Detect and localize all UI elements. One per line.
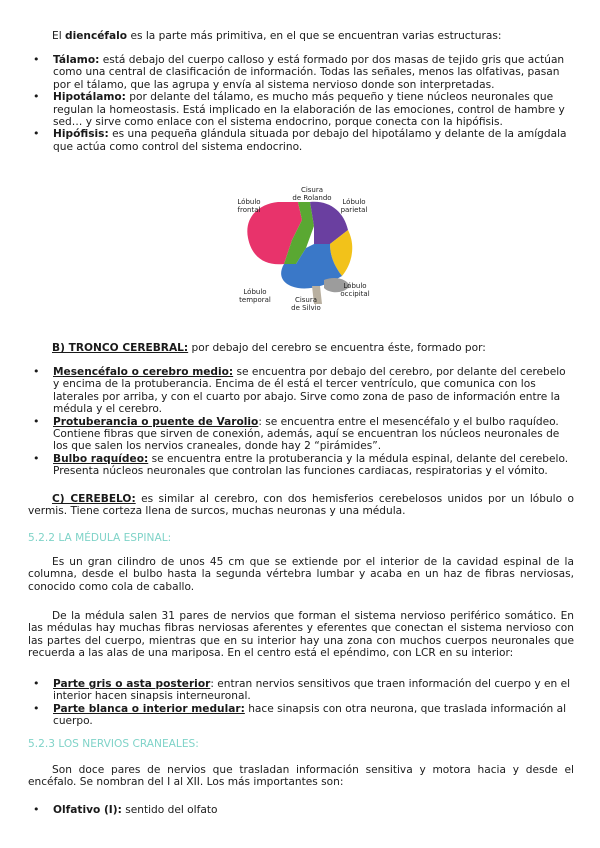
list-item: • Parte gris o asta posterior: entran nervios sensitivos que traen información del cuerpo y en el interior hacen sinapsis interneuronal. — [33, 677, 571, 703]
intro-term: diencéfalo — [65, 30, 128, 42]
list-item: • Mesencéfalo o cerebro medio: se encuentra por debajo del cerebro, por delante del cerebelo y encima de la protuberancia. Encima de él está el tercer ventrículo, que comunica con los laterales por arriba, y con el cuarto por abajo. Sirve como zona de paso de información entre la médula y el cerebro. — [33, 365, 566, 416]
section-heading-nervios: 5.2.3 LOS NERVIOS CRANEALES: — [28, 738, 199, 750]
list-item: • Protuberancia o puente de Varolio: se encuentra entre el mesencéfalo y el bulbo raquídeo. Contiene fibras que sirven de conexión, además, aquí se encuentran los núcleos neuronales de los que salen los nervios craneales, donde hay 2 “pirámides”. — [33, 414, 560, 453]
bullet-icon: • — [33, 414, 40, 428]
tronco-heading: B) TRONCO CEREBRAL: — [52, 342, 189, 354]
bullet-icon: • — [33, 701, 40, 715]
label-lobulo-parietal: Lóbulo parietal — [340, 198, 368, 214]
tronco-list — [33, 366, 573, 478]
bullet-icon: • — [33, 365, 40, 378]
list-item: • Parte blanca o interior medular: hace sinapsis con otra neurona, que traslada información al cuerpo. — [33, 701, 567, 728]
intro-pre: El — [52, 30, 66, 42]
label-cisura-rolando: Cisura de Rolando — [292, 186, 332, 202]
label-lobulo-temporal: Lóbulo temporal — [239, 288, 271, 304]
medula-list — [33, 678, 573, 728]
medula-paragraph-2: De la médula salen 31 pares de nervios que forman el sistema nervioso periférico somático. En las médulas hay muchas fibras nerviosas aferentes y eferentes que conectan el sistema nervioso con las partes del cuerpo, mientras que en su interior hay una zona con muchos cuerpos neuronales que recuerda a las alas de una mariposa. En el centro está el epéndimo, con LCR en su interior: — [28, 610, 574, 660]
intro-paragraph — [28, 30, 574, 42]
label-lobulo-frontal: Lóbulo frontal — [237, 198, 261, 214]
nervios-paragraph-1: Son doce pares de nervios que trasladan información sensitiva y motora hacia y desde el encéfalo. Se nombran del I al XII. Los más importantes son: — [28, 764, 574, 789]
nervios-list — [33, 804, 573, 816]
label-cisura-silvio: Cisura de Silvio — [291, 296, 321, 312]
tronco-heading-paragraph: B) TRONCO CEREBRAL: por debajo del cerebro se encuentra éste, formado por: — [52, 342, 486, 354]
cerebelo-heading: C) CEREBELO: — [52, 493, 136, 505]
list-item: • Tálamo: está debajo del cuerpo calloso y está formado por dos masas de tejido gris que actúan como una central de clasificación de información. Todas las señales, menos las olfativas, pasan por el tálamo, que las agrupa y envía al sistema nervioso donde son interpretadas. — [33, 53, 565, 91]
intro-post: es la parte más primitiva, en el que se encuentran varias estructuras: — [127, 30, 502, 42]
brain-lobes-figure — [226, 168, 376, 318]
list-item: • Bulbo raquídeo: se encuentra entre la protuberancia y la médula espinal, delante del cerebelo. Presenta núcleos neuronales que controlan las funciones cardiacas, respiratorias y el vómito. — [33, 451, 569, 478]
list-item: • Olfativo (I): sentido del olfato — [33, 803, 218, 816]
section-heading-medula: 5.2.2 LA MÉDULA ESPINAL: — [28, 532, 172, 544]
diencephalon-list — [33, 54, 573, 153]
bullet-icon: • — [33, 90, 40, 104]
bullet-icon: • — [33, 677, 40, 690]
bullet-icon: • — [33, 803, 40, 816]
label-lobulo-occipital: Lóbulo occipital — [340, 282, 370, 298]
bullet-icon: • — [33, 451, 40, 465]
medula-paragraph-1: Es un gran cilindro de unos 45 cm que se extiende por el interior de la cavidad espinal de la columna, desde el bulbo hasta la segunda vértebra lumbar y acaba en un haz de fibras nerviosas, conocido como cola de caballo. — [28, 556, 574, 593]
cerebelo-paragraph: C) CEREBELO: es similar al cerebro, con dos hemisferios cerebelosos unidos por un lóbulo o vermis. Tiene corteza llena de surcos, muchas neuronas y una médula. — [28, 493, 574, 518]
list-item: • Hipotálamo: por delante del tálamo, es mucho más pequeño y tiene núcleos neuronales que regulan la homeostasis. Está implicado en la elaboración de las emociones, control de hambre y sed… y sirve como enlace con el sistema endocrino, porque conecta con la hipófisis. — [33, 90, 565, 129]
bullet-icon: • — [33, 127, 40, 141]
list-item: • Hipófisis: es una pequeña glándula situada por debajo del hipotálamo y delante de la amígdala que actúa como control del sistema endocrino. — [33, 127, 567, 153]
bullet-icon: • — [33, 53, 40, 66]
